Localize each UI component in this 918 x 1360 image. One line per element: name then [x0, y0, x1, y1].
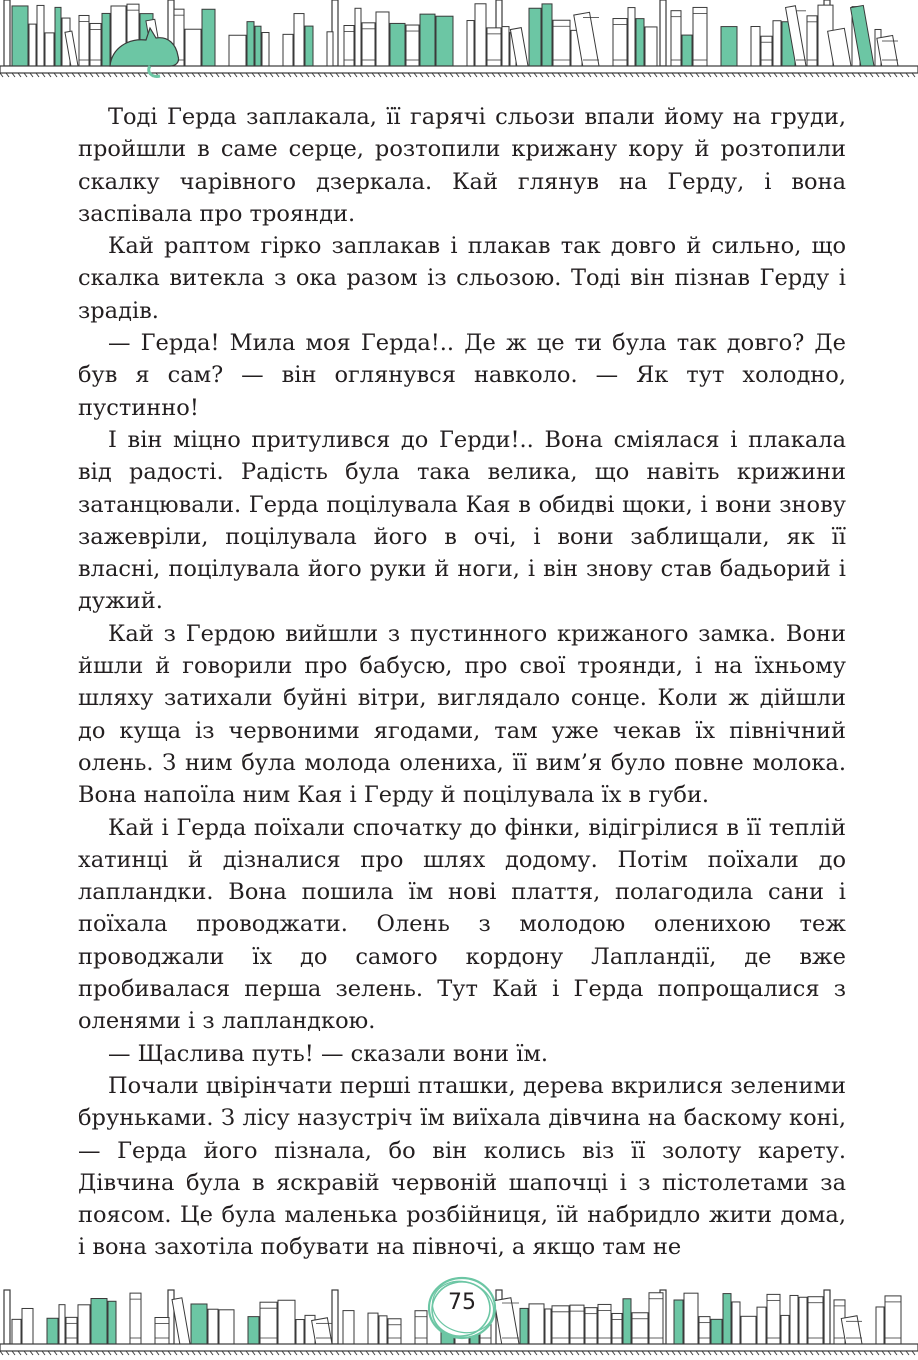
paragraph: — Герда! Мила моя Герда!.. Де ж це ти була так довго? Де був я сам? — він оглянувся навколо. — Як тут холодно, пустинно! [78, 330, 846, 421]
page-number-badge [424, 1272, 500, 1344]
paragraph: Тоді Герда заплакала, її гарячі сльози впали йому на груди, пройшли в саме серце, розтопили крижану кору й розтопили скалку чарівного дзеркала. Кай глянув на Герду, і вона заспівала про троянди. [78, 104, 846, 227]
paragraph: Кай і Герда поїхали спочатку до фінки, відігрілися в її теплій хатинці й дізналися про шлях додому. Потім поїхали до лапландки. Вона пошила їм нові плаття, полагодила сани і поїхала проводжати. Олень з молодою оленихою теж проводжали їх до самого кордону Лапландії, де вже пробивалася перша зелень. Тут Кай і Герда попрощалися з оленями і з лапландкою. [78, 814, 846, 1035]
paragraph: Кай з Гердою вийшли з пустинного крижаного замка. Вони йшли й говорили про бабусю, про свої троянди, і на їхньому шляху затихали буйні вітри, виглядало сонце. Коли ж дійшли до куща із червоними ягодами, там уже чекав їх північний олень. З ним була молода олениха, її вим’я було повне молока. Вона напоїла ним Кая і Герду й поцілувала їх в губи. [78, 620, 846, 809]
paragraph: Почали цвірінчати перші пташки, дерева вкрилися зеленими бруньками. З лісу назустріч їм виїхала дівчина на баскому коні, — Герда його пізнала, бо він колись віз її золоту карету. Дівчина була в яскравій червоній шапочці і з пістолетами за поясом. Це була маленька розбійниця, їй набридло жити дома, і вона захотіла побувати на півночі, а якщо там не [78, 1072, 847, 1261]
bookshelf-illustration-top [0, 0, 918, 82]
paragraph: І він міцно притулився до Герди!.. Вона сміялася і плакала від радості. Радість була така велика, що навіть крижини затанцювали. Герда поцілувала Кая в обидві щоки, і вони знову зажевріли, поцілувала його в очі, і вони заблищали, як її власні, поцілувала його руки й ноги, і він знову став бадьорий і дужий. [78, 426, 846, 615]
story-text [78, 101, 846, 1264]
bookshelf-header-decoration [0, 0, 918, 82]
paragraph: — Щаслива путь! — сказали вони їм. [108, 1040, 549, 1067]
page-number: 75 [448, 1290, 476, 1315]
paragraph: Кай раптом гірко заплакав і плакав так довго й сильно, що скалка витекла з ока разом із сльозою. Тоді він пізнав Герду і зрадів. [78, 233, 846, 324]
